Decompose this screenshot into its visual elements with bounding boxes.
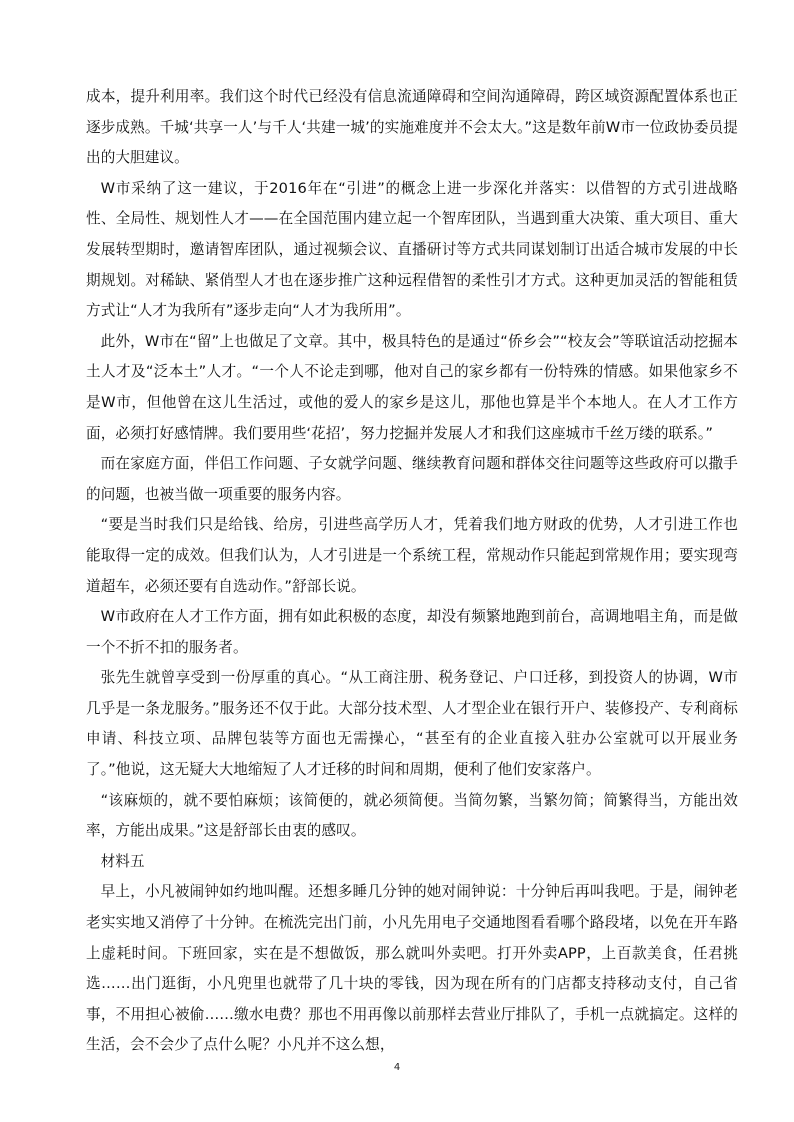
page-number: 4 (393, 1062, 401, 1073)
paragraph-4: 而在家庭方面，伴侣工作问题、子女就学问题、继续教育问题和群体交往问题等这些政府可以撒手的问题，也被当做一项重要的服务内容。 (86, 455, 738, 503)
section-heading: 材料五 (100, 852, 145, 870)
paragraph-3: 此外，W市在“留”上也做足了文章。其中，极具特色的是通过“侨乡会”“校友会”等联谊活动挖掘本土人才及“泛本土”人才。“一个人不论走到哪，他对自己的家乡都有一份特殊的情感。如果他家乡不是W市，但他曾在这儿生活过，或他的爱人的家乡是这儿，那他也算是半个本地人。在人才工作方面，必须打好感情牌。我们要用些‘花招’，努力挖掘并发展人才和我们这座城市千丝万缕的联系。” (86, 332, 738, 442)
paragraph-5: “要是当时我们只是给钱、给房，引进些高学历人才，凭着我们地方财政的优势，人才引进工作也能取得一定的成效。但我们认为，人才引进是一个系统工程，常规动作只能起到常规作用；要实现弯道超车，必须还要有自选动作。”舒部长说。 (86, 516, 738, 595)
paragraph-6: W市政府在人才工作方面，拥有如此积极的态度，却没有频繁地跑到前台，高调地唱主角，而是做一个不折不扣的服务者。 (86, 608, 738, 656)
paragraph-2: W市采纳了这一建议，于2016年在“引进”的概念上进一步深化并落实：以借智的方式引进战略性、全局性、规划性人才——在全国范围内建立起一个智库团队，当遇到重大决策、重大项目、重大发展转型期时，邀请智库团队，通过视频会议、直播研讨等方式共同谋划制订出适合城市发展的中长期规划。对稀缺、紧俏型人才也在逐步推广这种远程借智的柔性引才方式。这种更加灵活的智能租赁方式让“人才为我所有”逐步走向“人才为我所用”。 (86, 179, 738, 320)
paragraph-9: 早上，小凡被闹钟如约地叫醒。还想多睡几分钟的她对闹钟说：十分钟后再叫我吧。于是，闹钟老老实实地又消停了十分钟。在梳洗完出门前，小凡先用电子交通地图看看哪个路段堵，以免在开车路上虚耗时间。下班回家，实在是不想做饭，那么就叫外卖吧。打开外卖APP，上百款美食，任君挑选……出门逛街，小凡兜里也就带了几十块的零钱，因为现在所有的门店都支持移动支付，自己省事，不用担心被偷……缴水电费？那也不用再像以前那样去营业厅排队了，手机一点就搞定。这样的生活，会不会少了点什么呢？小凡并不这么想， (86, 883, 738, 1054)
document-body (86, 82, 738, 1061)
paragraph-1: 成本，提升利用率。我们这个时代已经没有信息流通障碍和空间沟通障碍，跨区域资源配置体系也正逐步成熟。千城‘共享一人’与千人‘共建一城’的实施难度并不会太大。”这是数年前W市一位政协委员提出的大胆建议。 (86, 88, 738, 167)
paragraph-8: “该麻烦的，就不要怕麻烦；该简便的，就必须简便。当简勿繁，当繁勿简；简繁得当，方能出效率，方能出成果。”这是舒部长由衷的感叹。 (86, 791, 738, 840)
paragraph-7: 张先生就曾享受到一份厚重的真心。“从工商注册、税务登记、户口迁移，到投资人的协调，W市几乎是一条龙服务。”服务还不仅于此。大部分技术型、人才型企业在银行开户、装修投产、专利商标申请、科技立项、品牌包装等方面也无需操心，“甚至有的企业直接入驻办公室就可以开展业务了。”他说，这无疑大大地缩短了人才迁移的时间和周期，便利了他们安家落户。 (86, 669, 738, 779)
